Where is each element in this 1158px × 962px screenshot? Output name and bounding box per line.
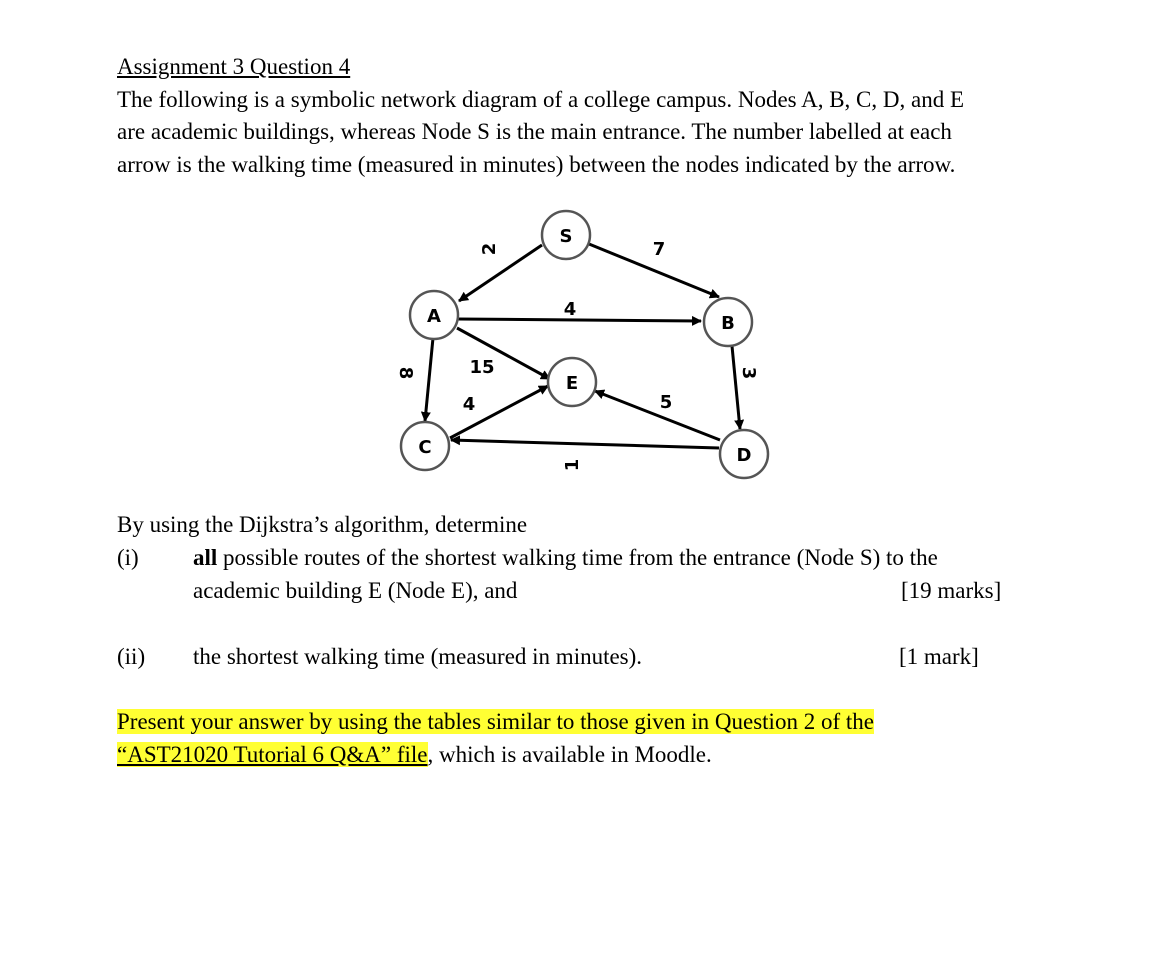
part-2-marks: [1 mark] xyxy=(899,644,979,669)
weight-s-b: 7 xyxy=(652,239,666,260)
part-1-marks: [19 marks] xyxy=(901,578,1002,603)
note-rest: , which is available in Moodle. xyxy=(427,742,712,767)
intro-line-1: The following is a symbolic network diagram of a college campus. Nodes A, B, C, D, and E xyxy=(117,87,964,112)
part-1-text-rest: possible routes of the shortest walking time from the entrance (Node S) to the xyxy=(217,545,938,570)
edge-a-c xyxy=(425,338,433,421)
node-d-label: D xyxy=(736,445,752,466)
weight-a-b: 4 xyxy=(563,299,577,320)
part-2-number: (ii) xyxy=(117,644,146,669)
intro-line-3: arrow is the walking time (measured in minutes) between the nodes indicated by the arrow. xyxy=(117,152,956,177)
node-c xyxy=(401,422,449,470)
note-line-2 xyxy=(117,740,712,770)
node-e-label: E xyxy=(565,373,579,394)
node-a xyxy=(410,291,458,339)
edge-b-d xyxy=(732,346,740,429)
node-c-label: C xyxy=(418,437,432,458)
part-1-text-line-1 xyxy=(193,543,938,573)
intro-line-2: are academic buildings, whereas Node S is the main entrance. The number labelled at each xyxy=(117,119,952,144)
edge-d-e xyxy=(595,391,720,440)
method-instruction: By using the Dijkstra’s algorithm, determine xyxy=(117,512,528,537)
weight-a-c: 8 xyxy=(395,366,416,380)
weight-c-e: 4 xyxy=(462,394,476,415)
node-b-label: B xyxy=(721,313,735,334)
weight-a-e: 15 xyxy=(469,357,495,378)
weight-d-e: 5 xyxy=(659,392,673,413)
note-line-1 xyxy=(117,707,874,737)
node-e xyxy=(548,358,596,406)
weight-b-d: 3 xyxy=(738,366,759,380)
weight-d-c: 1 xyxy=(562,458,583,472)
node-s-label: S xyxy=(559,226,573,247)
part-1-emphasis: all xyxy=(193,545,218,570)
note-highlight-1: Present your answer by using the tables similar to those given in Question 2 of the xyxy=(117,709,874,734)
note-highlight-2: “AST21020 Tutorial 6 Q&A” file xyxy=(117,742,428,767)
part-1-number: (i) xyxy=(117,545,139,570)
network-diagram xyxy=(395,205,785,485)
edge-d-c xyxy=(451,440,719,448)
weight-s-a: 2 xyxy=(479,242,500,256)
edge-s-a xyxy=(459,242,542,301)
assignment-heading: Assignment 3 Question 4 xyxy=(117,54,351,79)
node-s xyxy=(542,211,590,259)
node-b xyxy=(704,298,752,346)
node-a-label: A xyxy=(427,306,441,327)
part-2-text: the shortest walking time (measured in minutes). xyxy=(193,644,643,669)
part-1-text-line-2: academic building E (Node E), and xyxy=(193,578,518,603)
edge-a-b xyxy=(457,319,701,321)
node-d xyxy=(720,430,768,478)
